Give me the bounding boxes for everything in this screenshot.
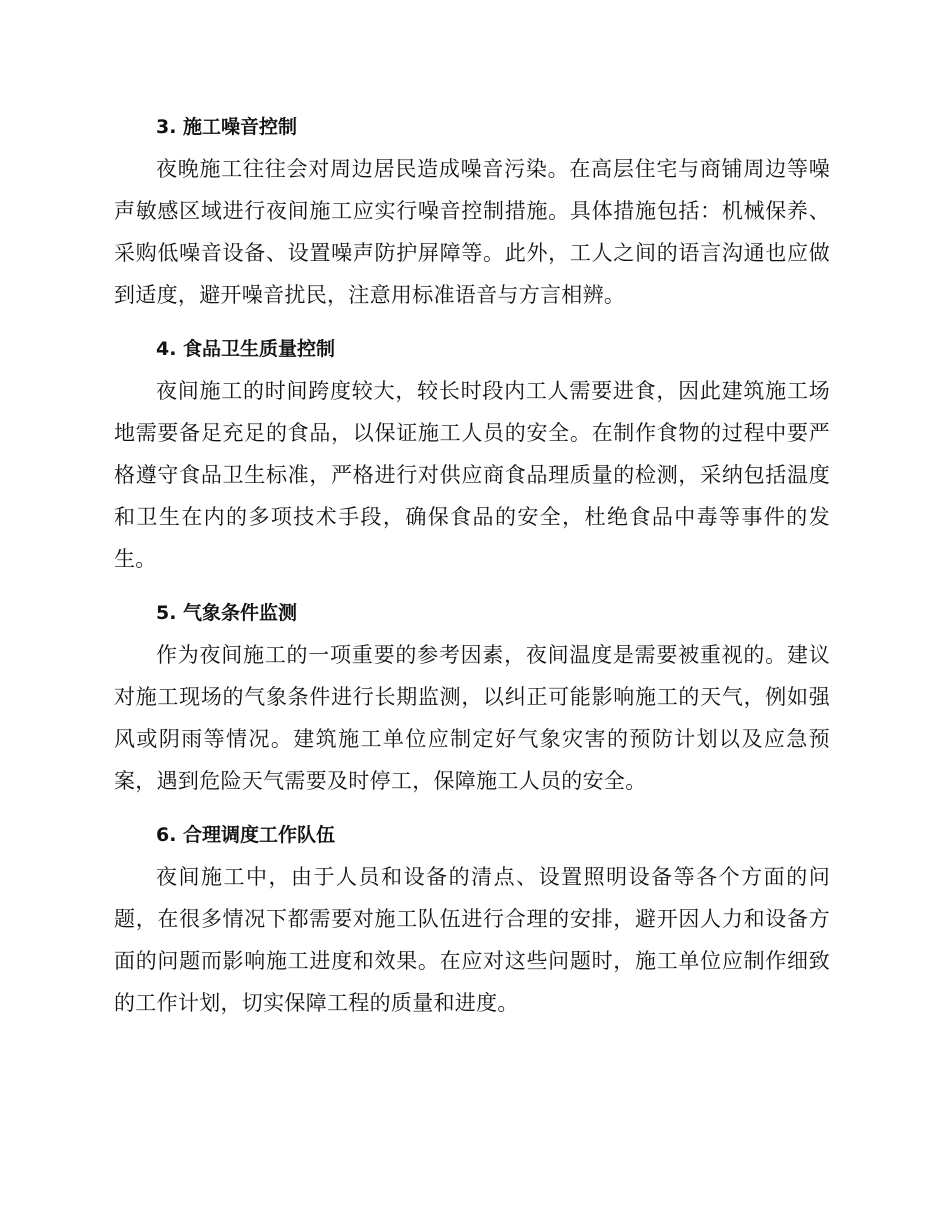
section-heading: 3. 施工噪音控制 xyxy=(156,116,298,138)
section-paragraph: 作为夜间施工的一项重要的参考因素，夜间温度是需要被重视的。建议对施工现场的气象条件进行长期监测，以纠正可能影响施工的天气，例如强风或阴雨等情况。建筑施工单位应制定好气象灾害的预防计划以及应急预案，遇到危险天气需要及时停工，保障施工人员的安全。 xyxy=(114,643,830,793)
section-team-scheduling xyxy=(114,814,830,1024)
section-paragraph: 夜间施工中，由于人员和设备的清点、设置照明设备等各个方面的问题，在很多情况下都需要对施工队伍进行合理的安排，避开因人力和设备方面的问题而影响施工进度和效果。在应对这些问题时，施工单位应制作细致的工作计划，切实保障工程的质量和进度。 xyxy=(114,865,830,1015)
document-body xyxy=(114,106,830,1036)
section-paragraph: 夜晚施工往往会对周边居民造成噪音污染。在高层住宅与商铺周边等噪声敏感区域进行夜间施工应实行噪音控制措施。具体措施包括：机械保养、采购低噪音设备、设置噪声防护屏障等。此外，工人之间的语言沟通也应做到适度，避开噪音扰民，注意用标准语音与方言相辨。 xyxy=(114,157,830,307)
section-weather-monitoring xyxy=(114,592,830,802)
section-paragraph: 夜间施工的时间跨度较大，较长时段内工人需要进食，因此建筑施工场地需要备足充足的食品，以保证施工人员的安全。在制作食物的过程中要严格遵守食品卫生标准，严格进行对供应商食品理质量的检测，采纳包括温度和卫生在内的多项技术手段，确保食品的安全，杜绝食品中毒等事件的发生。 xyxy=(114,379,830,571)
section-heading: 4. 食品卫生质量控制 xyxy=(156,338,336,360)
section-heading: 5. 气象条件监测 xyxy=(156,602,298,624)
section-food-hygiene xyxy=(114,328,830,580)
section-noise-control xyxy=(114,106,830,316)
section-heading: 6. 合理调度工作队伍 xyxy=(156,824,336,846)
